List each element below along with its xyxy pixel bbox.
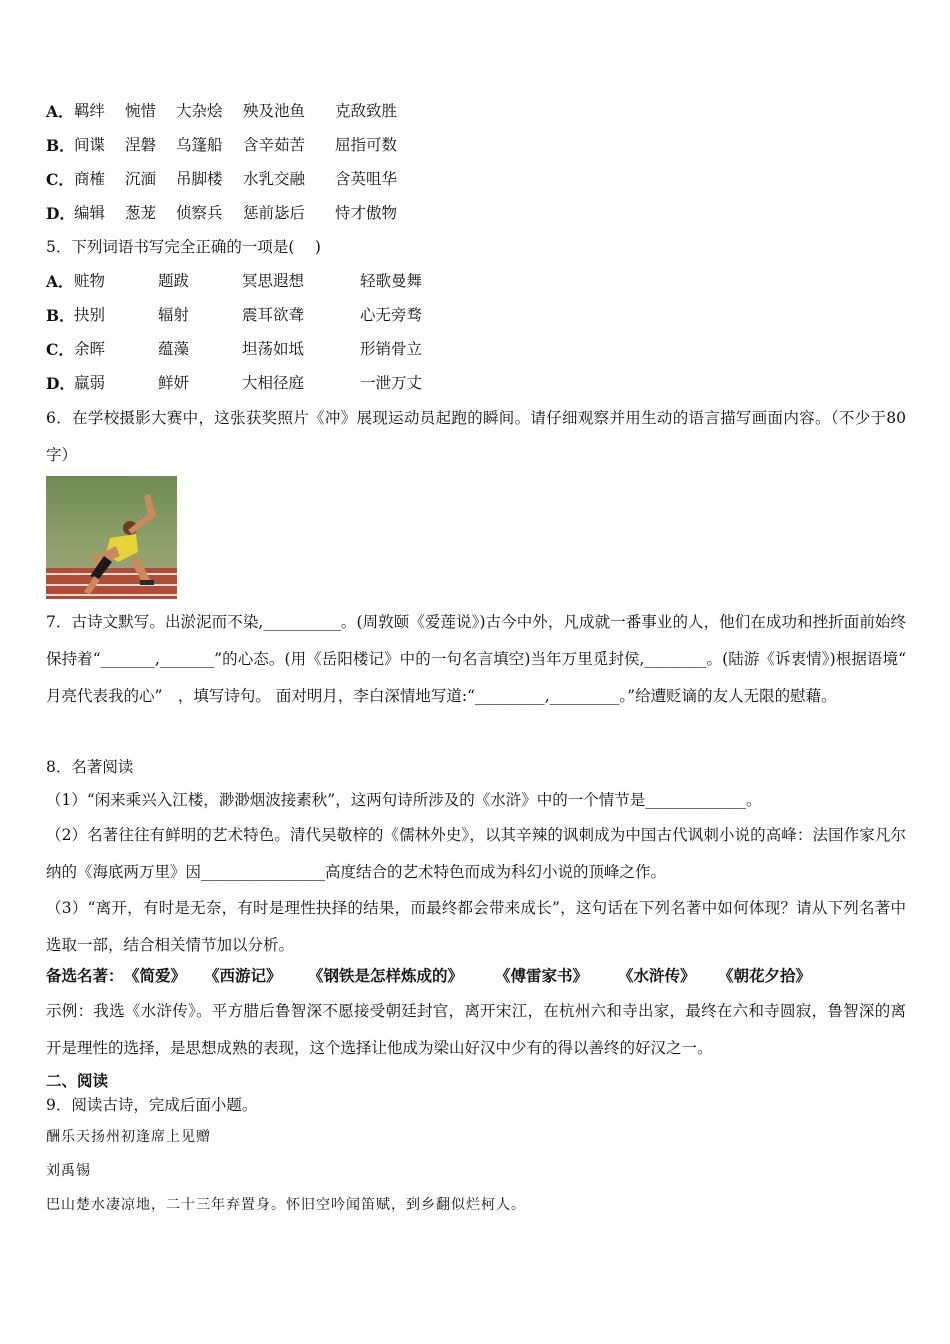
word: 间谍 (74, 136, 106, 154)
word: 吊脚楼 (176, 170, 223, 188)
word: 形销骨立 (360, 340, 423, 358)
word: 余晖 (74, 340, 106, 358)
q9-stem: 9．阅读古诗，完成后面小题。 (46, 1096, 258, 1114)
poem-line: 巴山楚水凄凉地，二十三年弃置身。怀旧空吟闻笛赋，到乡翻似烂柯人。 (46, 1197, 526, 1213)
q8-paragraph-2: （2）名著往往有鲜明的艺术特色。清代吴敬梓的《儒林外史》，以其辛辣的讽刺成为中国古代讽刺小说的高峰：法国作家凡尔纳的《海底两万里》因________________高度结合的艺术特色而成为科幻小说的顶峰之作。 (46, 826, 906, 881)
word: 克敌致胜 (335, 102, 398, 120)
word: 侦察兵 (176, 204, 223, 222)
word: 乌篷船 (176, 136, 223, 154)
word: 大相径庭 (242, 374, 305, 392)
q7-text: 7．古诗文默写。出淤泥而不染,__________。(周敦颐《爱莲说》)古今中外，凡成就一番事业的人，他们在成功和挫折面前始终保持着“_______,_______”的心态。(用《岳阳楼记》中的一句名言填空)当年万里觅封侯,________。(陆游《诉衷情》)根据语境“ 月亮代表我的心” ，填写诗句。 面对明月，李白深情地写道:“_________,_________。”给遭贬谪的友人无限的慰藉。 (46, 613, 906, 705)
word: 辐射 (158, 306, 190, 324)
word: 恃才傲物 (335, 204, 398, 222)
word: 含英咀华 (335, 170, 398, 188)
option-label: A． (46, 102, 74, 121)
q8-example: 示例：我选《水浒传》。平方腊后鲁智深不愿接受朝廷封官，离开宋江，在杭州六和寺出家，最终在六和寺圆寂，鲁智深的离开是理性的选择，是思想成熟的表现，这个选择让他成为梁山好汉中少有的得以善终的好汉之一。 (46, 1002, 906, 1057)
word: 惩前毖后 (243, 204, 306, 222)
option-label: B． (46, 306, 75, 325)
option-label: C． (46, 340, 74, 359)
poem-title: 酬乐天扬州初逢席上见赠 (46, 1129, 211, 1145)
q6-text: 6．在学校摄影大赛中，这张获奖照片《冲》展现运动员起跑的瞬间。请仔细观察并用生动的语言描写画面内容。（不少于80字） (46, 409, 906, 464)
word: 葱茏 (125, 204, 157, 222)
word: 鲜妍 (158, 374, 190, 392)
word: 羁绊 (74, 102, 106, 120)
word: 惋惜 (125, 102, 157, 120)
option-label: C． (46, 170, 74, 189)
word: 含辛茹苦 (243, 136, 306, 154)
book-title: 《简爱》 (124, 966, 187, 985)
word: 心无旁骛 (360, 306, 423, 324)
book-title: 《钢铁是怎样炼成的》 (308, 966, 464, 985)
option-label: B． (46, 136, 75, 155)
book-title: 《傅雷家书》 (495, 966, 589, 985)
option-label: D． (46, 374, 75, 393)
word: 一泄万丈 (360, 374, 423, 392)
book-title: 《朝花夕拾》 (718, 966, 812, 985)
word: 水乳交融 (243, 170, 306, 188)
word: 编辑 (74, 204, 106, 222)
word: 抉别 (74, 306, 106, 324)
word: 商榷 (74, 170, 106, 188)
word: 坦荡如坻 (242, 340, 305, 358)
section-heading: 二、阅读 (46, 1071, 109, 1090)
poet-name: 刘禹锡 (46, 1163, 91, 1179)
q8-paragraph-3: （3）“离开，有时是无奈，有时是理性抉择的结果，而最终都会带来成长”，这句话在下列名著中如何体现？请从下列名著中选取一部，结合相关情节加以分析。 (46, 899, 906, 954)
word: 蕴藻 (158, 340, 190, 358)
word: 沉湎 (125, 170, 157, 188)
word: 大杂烩 (176, 102, 223, 120)
word: 殃及池鱼 (243, 102, 306, 120)
word: 屈指可数 (335, 136, 398, 154)
word: 冥思遐想 (242, 272, 305, 290)
sprinter-photo (46, 476, 177, 599)
word: 赃物 (74, 272, 106, 290)
word: 涅磐 (125, 136, 157, 154)
word: 羸弱 (74, 374, 106, 392)
books-label: 备选名著： (46, 966, 124, 985)
word: 震耳欲聋 (242, 306, 305, 324)
word: 轻歌曼舞 (360, 272, 423, 290)
q5-stem: 5．下列词语书写完全正确的一项是( ) (46, 238, 321, 256)
option-label: D． (46, 204, 75, 223)
q8-title: 8．名著阅读 (46, 758, 134, 776)
book-title: 《西游记》 (204, 966, 282, 985)
option-label: A． (46, 272, 74, 291)
q8-paragraph-1: （1）“闲来乘兴入江楼，渺渺烟波接素秋”，这两句诗所涉及的《水浒》中的一个情节是_____________。 (46, 791, 762, 809)
word: 题跋 (158, 272, 190, 290)
book-title: 《水浒传》 (618, 966, 696, 985)
